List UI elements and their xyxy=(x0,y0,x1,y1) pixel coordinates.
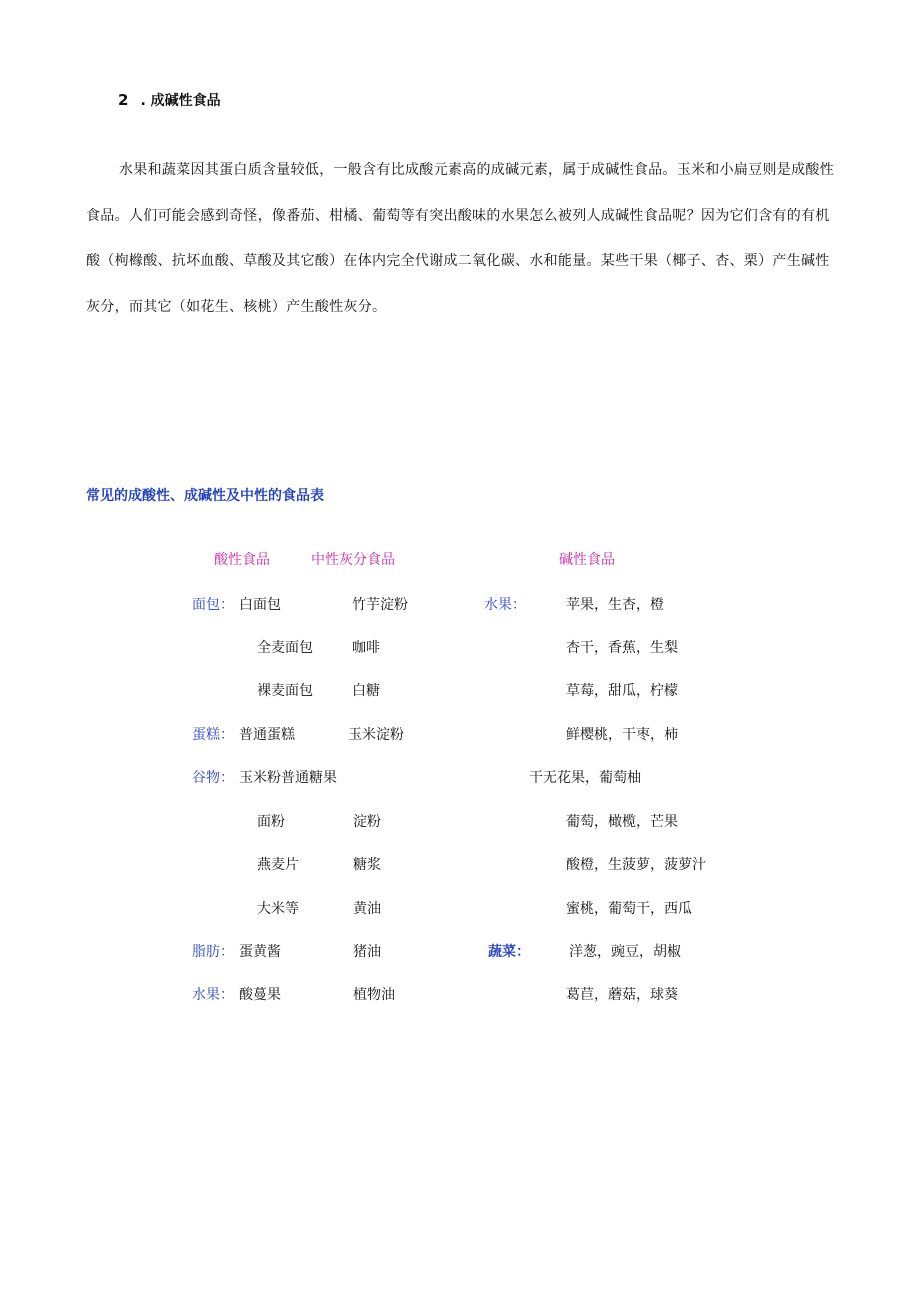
acid-category-grain: 谷物： xyxy=(192,770,234,786)
neutral-item: 糖浆 xyxy=(353,857,381,873)
acid-item: 大米等 xyxy=(257,901,299,917)
alkaline-item: 草莓，甜瓜，柠檬 xyxy=(566,683,678,699)
neutral-item: 猪油 xyxy=(353,944,381,960)
header-acid: 酸性食品 xyxy=(214,552,270,568)
neutral-item: 白糖 xyxy=(352,683,380,699)
acid-item: 裸麦面包 xyxy=(257,683,313,699)
neutral-item: 竹芋淀粉 xyxy=(352,597,408,613)
alkaline-item: 葛苣，蘑菇，球葵 xyxy=(566,987,678,1003)
alkaline-item: 干无花果，葡萄柚 xyxy=(529,770,641,786)
acid-category-fruit: 水果： xyxy=(192,987,234,1003)
acid-item: 玉米粉普通糖果 xyxy=(239,770,337,786)
alkaline-item: 蜜桃，葡萄干，西瓜 xyxy=(566,901,692,917)
acid-item: 全麦面包 xyxy=(257,640,313,656)
neutral-item: 黄油 xyxy=(353,901,381,917)
acid-category-cake: 蛋糕： xyxy=(192,727,234,743)
neutral-item: 淀粉 xyxy=(353,814,381,830)
section-number: 2 xyxy=(118,91,129,109)
section-title: . 成碱性食品 xyxy=(140,93,221,109)
alkaline-item: 杏干，香蕉，生梨 xyxy=(566,640,678,656)
body-paragraph: 水果和蔬菜因其蛋白质含量较低，一般含有比成酸元素高的成碱元素，属于成碱性食品。玉米和小扁豆则是成酸性食品。人们可能会感到奇怪，像番茄、柑橘、葡萄等有突出酸味的水果怎么被列人成碱性食品呢？因为它们含有的有机酸（枸橼酸、抗坏血酸、草酸及其它酸）在体内完全代谢成二氧化碳、水和能量。某些干果（椰子、杏、栗）产生碱性灰分，而其它（如花生、核桃）产生酸性灰分。 xyxy=(86,162,834,315)
acid-item: 面粉 xyxy=(257,814,285,830)
header-neutral: 中性灰分食品 xyxy=(311,552,395,568)
acid-item: 白面包 xyxy=(239,597,281,613)
alkaline-category-fruit: 水果： xyxy=(484,597,526,613)
alkaline-item: 苹果，生杏，橙 xyxy=(566,597,664,613)
acid-category-bread: 面包： xyxy=(192,597,234,613)
neutral-item: 咖啡 xyxy=(352,640,380,656)
neutral-item: 植物油 xyxy=(353,987,395,1003)
acid-item: 燕麦片 xyxy=(257,857,299,873)
acid-item: 普通蛋糕 xyxy=(239,727,295,743)
alkaline-item: 鲜樱桃，干枣，柿 xyxy=(566,727,678,743)
acid-item: 蛋黄酱 xyxy=(239,944,281,960)
section-heading xyxy=(118,90,221,110)
table-title: 常见的成酸性、成碱性及中性的食品表 xyxy=(86,488,324,504)
acid-item: 酸蔓果 xyxy=(239,987,281,1003)
neutral-item: 玉米淀粉 xyxy=(348,727,404,743)
alkaline-item: 洋葱，豌豆，胡椒 xyxy=(569,944,681,960)
acid-category-fat: 脂肪： xyxy=(192,944,234,960)
alkaline-category-vegetable: 蔬菜： xyxy=(488,944,530,960)
header-alkaline: 碱性食品 xyxy=(559,552,615,568)
alkaline-item: 葡萄，橄榄，芒果 xyxy=(566,814,678,830)
alkaline-item: 酸橙，生菠萝，菠萝汁 xyxy=(566,857,706,873)
